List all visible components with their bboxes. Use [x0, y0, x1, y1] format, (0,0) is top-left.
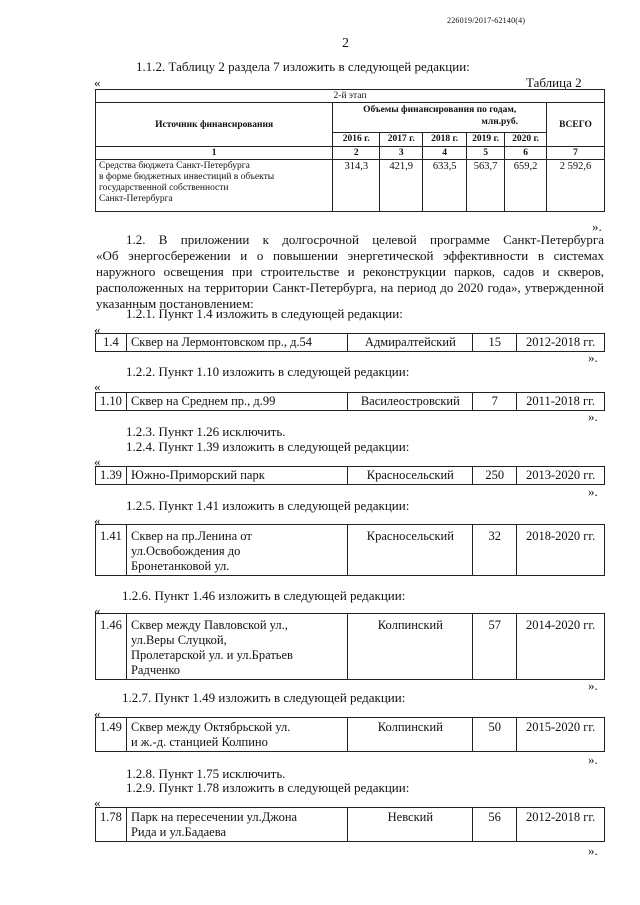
item-quantity: 15 — [473, 334, 517, 352]
paragraph-line: 1.2. В приложении к долгосрочной целевой программе Санкт-Петербурга — [126, 232, 604, 247]
item-quantity: 7 — [473, 393, 517, 411]
item-table-1-78 — [95, 807, 605, 842]
item-period: 2015-2020 гг. — [517, 718, 605, 752]
item-district: Красносельский — [348, 467, 473, 485]
col-number: 7 — [547, 147, 605, 160]
item-period: 2012-2018 гг. — [517, 808, 605, 842]
item-intro: 1.2.9. Пункт 1.78 изложить в следующей редакции: — [126, 780, 410, 795]
item-quantity: 56 — [473, 808, 517, 842]
item-district: Красносельский — [348, 525, 473, 576]
paragraph-line: расположенных на территории Санкт-Петербурга, на период до 2020 года», утвержденной — [96, 280, 604, 295]
item-number: 1.39 — [96, 467, 127, 485]
table-label: Таблица 2 — [526, 75, 582, 90]
document-number: 226019/2017-62140(4) — [447, 16, 526, 25]
item-name — [126, 718, 347, 752]
item-name-line: Рида и ул.Бадаева — [130, 825, 227, 839]
open-quote: « — [94, 603, 101, 618]
item-quantity: 32 — [473, 525, 517, 576]
item-number: 1.78 — [96, 808, 127, 842]
item-name-line: Сквер на пр.Ленина от — [130, 529, 252, 543]
item-name-line: Пролетарской ул. и ул.Братьев — [130, 648, 293, 662]
open-quote: « — [94, 379, 101, 394]
item-period: 2013-2020 гг. — [517, 467, 605, 485]
item-name: Сквер на Лермонтовском пр., д.54 — [126, 334, 347, 352]
value-cell: 659,2 — [505, 160, 547, 212]
source-header: Источник финансирования — [96, 103, 333, 147]
value-cell: 314,3 — [333, 160, 380, 212]
item-number: 1.4 — [96, 334, 127, 352]
item-name-line: и ж.-д. станцией Колпино — [130, 735, 268, 749]
item-intro: 1.2.4. Пункт 1.39 изложить в следующей редакции: — [126, 439, 410, 454]
paragraph-line: указанным постановлением: — [96, 296, 254, 311]
item-table-1-39 — [95, 466, 605, 485]
close-quote: ». — [592, 219, 602, 234]
source-line: Санкт-Петербурга — [99, 194, 173, 204]
open-quote: « — [94, 322, 101, 337]
close-quote: ». — [588, 409, 598, 424]
item-period: 2018-2020 гг. — [517, 525, 605, 576]
volumes-header — [333, 103, 547, 133]
item-number: 1.49 — [96, 718, 127, 752]
section-1-2-paragraph — [96, 232, 604, 312]
year-header: 2019 г. — [467, 133, 505, 147]
open-quote: « — [94, 454, 101, 469]
col-number: 3 — [380, 147, 423, 160]
item-table-1-4 — [95, 333, 605, 352]
source-line: государственной собственности — [99, 183, 229, 193]
item-name — [126, 808, 347, 842]
item-intro: 1.2.7. Пункт 1.49 изложить в следующей редакции: — [122, 690, 406, 705]
item-intro: 1.2.5. Пункт 1.41 изложить в следующей редакции: — [126, 498, 410, 513]
item-number: 1.10 — [96, 393, 127, 411]
value-cell: 421,9 — [380, 160, 423, 212]
item-number: 1.46 — [96, 614, 127, 680]
item-table-1-41 — [95, 524, 605, 576]
source-cell — [96, 160, 333, 212]
item-district: Колпинский — [348, 614, 473, 680]
col-number: 1 — [96, 147, 333, 160]
item-name — [126, 525, 347, 576]
item-name: Южно-Приморский парк — [126, 467, 347, 485]
source-line: в форме бюджетных инвестиций в объекты — [99, 172, 275, 182]
year-header: 2020 г. — [505, 133, 547, 147]
open-quote: « — [94, 706, 101, 721]
item-name-line: Сквер между Павловской ул., — [130, 618, 288, 632]
open-quote: « — [94, 513, 101, 528]
item-exclude-text: 1.2.8. Пункт 1.75 исключить. — [126, 766, 286, 781]
total-header: ВСЕГО — [547, 103, 605, 147]
open-quote: « — [94, 75, 101, 90]
source-line: Средства бюджета Санкт-Петербурга — [99, 161, 250, 171]
item-intro: 1.2.6. Пункт 1.46 изложить в следующей редакции: — [122, 588, 406, 603]
item-quantity: 50 — [473, 718, 517, 752]
volumes-header-line2: млн.руб. — [481, 117, 518, 127]
year-header: 2017 г. — [380, 133, 423, 147]
year-header: 2018 г. — [423, 133, 467, 147]
item-table-1-46 — [95, 613, 605, 680]
item-name: Сквер на Среднем пр., д.99 — [126, 393, 347, 411]
value-cell: 563,7 — [467, 160, 505, 212]
close-quote: ». — [588, 678, 598, 693]
paragraph-line: наружного освещения при строительстве и реконструкции парков, садов и скверов, — [96, 264, 604, 279]
close-quote: ». — [588, 484, 598, 499]
item-name — [126, 614, 347, 680]
item-name-line: ул.Освобождения до — [130, 544, 241, 558]
paragraph-line: «Об энергосбережении и о повышении энергетической эффективности в системах — [96, 248, 604, 263]
col-number: 4 — [423, 147, 467, 160]
item-period: 2011-2018 гг. — [517, 393, 605, 411]
page-number: 2 — [342, 36, 349, 51]
col-number: 6 — [505, 147, 547, 160]
item-name-line: Парк на пересечении ул.Джона — [130, 810, 298, 824]
year-header: 2016 г. — [333, 133, 380, 147]
volumes-header-line1: Объемы финансирования по годам, — [363, 105, 517, 115]
close-quote: ». — [588, 843, 598, 858]
item-district: Василеостровский — [348, 393, 473, 411]
item-district: Колпинский — [348, 718, 473, 752]
total-cell: 2 592,6 — [547, 160, 605, 212]
item-quantity: 57 — [473, 614, 517, 680]
item-name-line: Сквер между Октябрьской ул. — [130, 720, 291, 734]
close-quote: ». — [588, 350, 598, 365]
item-table-1-49 — [95, 717, 605, 752]
value-cell: 633,5 — [423, 160, 467, 212]
stage-cell: 2-й этап — [96, 90, 605, 103]
col-number: 5 — [467, 147, 505, 160]
section-1-1-2-text: 1.1.2. Таблицу 2 раздела 7 изложить в следующей редакции: — [136, 59, 470, 74]
close-quote: ». — [588, 752, 598, 767]
item-quantity: 250 — [473, 467, 517, 485]
item-period: 2012-2018 гг. — [517, 334, 605, 352]
item-intro: 1.2.2. Пункт 1.10 изложить в следующей редакции: — [126, 364, 410, 379]
item-district: Адмиралтейский — [348, 334, 473, 352]
item-name-line: Радченко — [130, 663, 181, 677]
item-name-line: Бронетанковой ул. — [130, 559, 230, 573]
item-number: 1.41 — [96, 525, 127, 576]
col-number: 2 — [333, 147, 380, 160]
item-intro: 1.2.1. Пункт 1.4 изложить в следующей редакции: — [126, 306, 403, 321]
financing-table — [95, 89, 605, 212]
item-table-1-10 — [95, 392, 605, 411]
item-exclude-text: 1.2.3. Пункт 1.26 исключить. — [126, 424, 286, 439]
item-period: 2014-2020 гг. — [517, 614, 605, 680]
item-name-line: ул.Веры Слуцкой, — [130, 633, 227, 647]
item-district: Невский — [348, 808, 473, 842]
open-quote: « — [94, 795, 101, 810]
